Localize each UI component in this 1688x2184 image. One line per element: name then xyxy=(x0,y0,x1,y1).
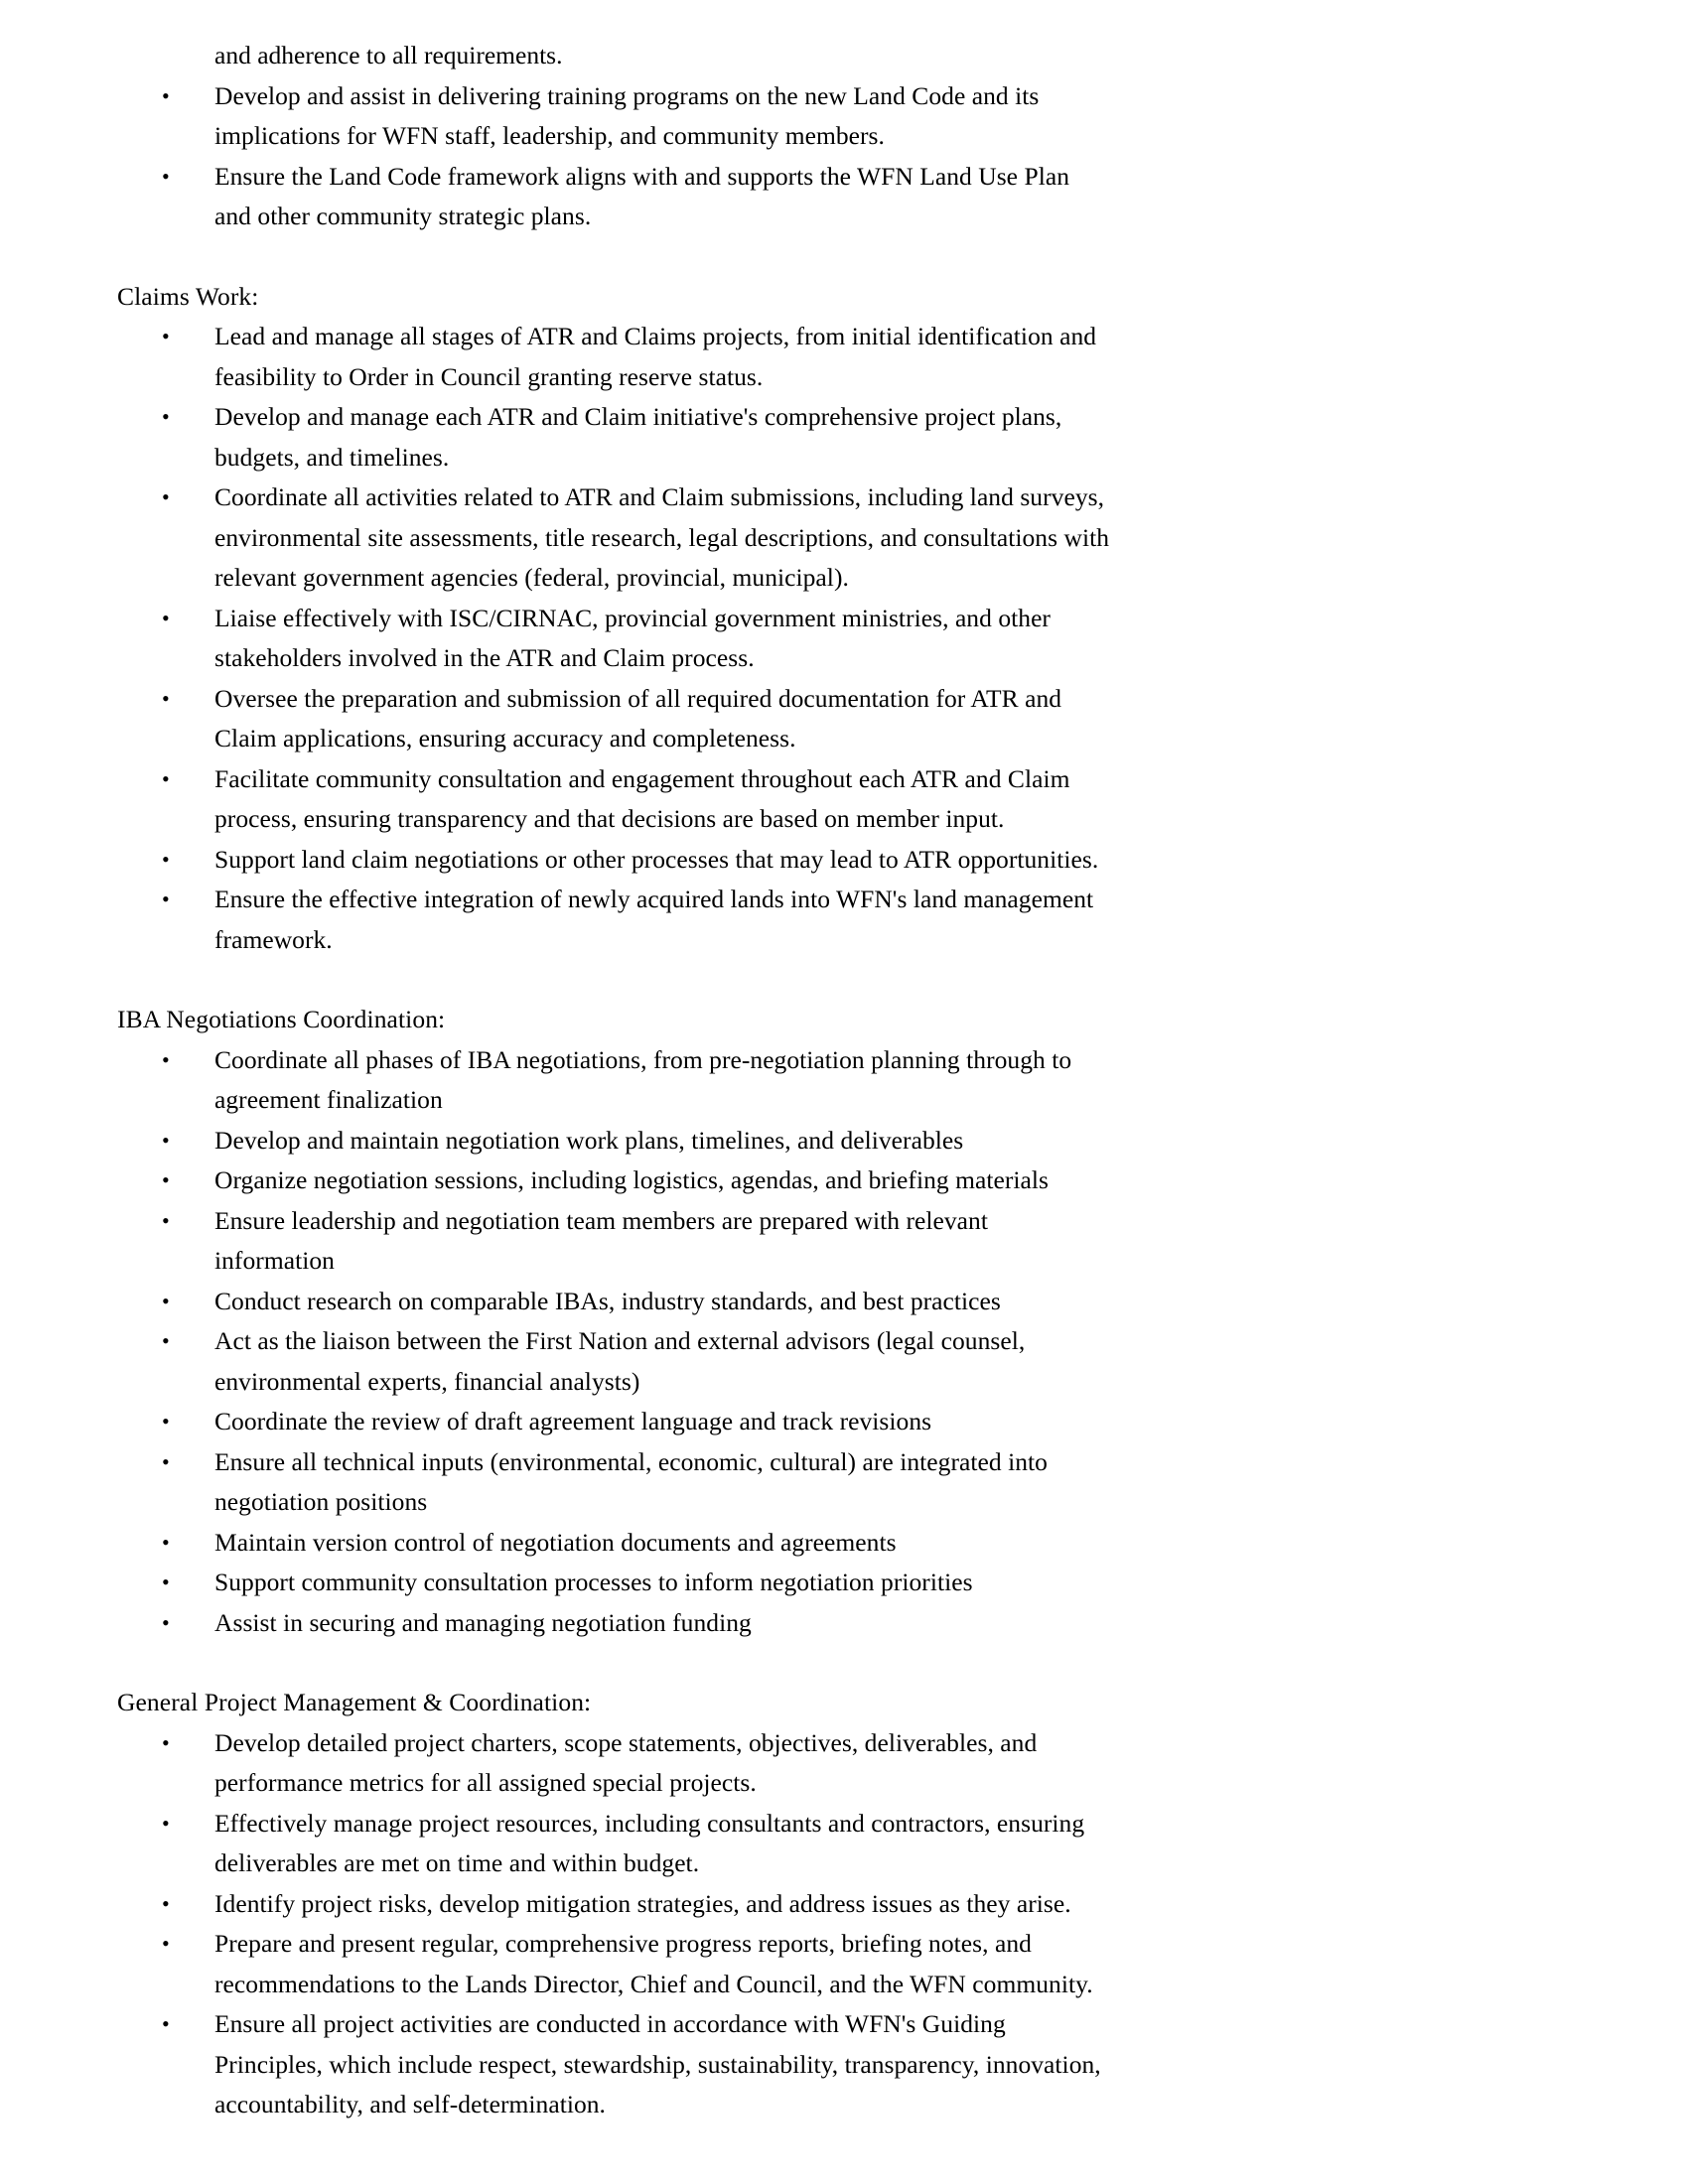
list-item-text: Develop and maintain negotiation work plans, timelines, and deliverables xyxy=(214,1125,964,1155)
document-section xyxy=(117,960,1110,1643)
list-item-text: Coordinate the review of draft agreement language and track revisions xyxy=(214,1407,932,1435)
list-item xyxy=(117,1201,1110,1282)
list-item xyxy=(117,1804,1110,1884)
section-heading: General Project Management & Coordination: xyxy=(117,1688,592,1716)
list-item xyxy=(117,1282,1110,1322)
list-item-text: Identify project risks, develop mitigation strategies, and address issues as they arise. xyxy=(214,1888,1071,1918)
list-item-text: Lead and manage all stages of ATR and Claims projects, from initial identification and feasibility to Order in Council granting reserve status. xyxy=(214,322,1097,391)
bullet-point-icon: • xyxy=(162,1931,170,1956)
list-item-text: Act as the liaison between the First Nation and external advisors (legal counsel, environmental experts, financial analysts) xyxy=(214,1326,1026,1396)
bullet-point-icon: • xyxy=(162,163,170,189)
document-section xyxy=(117,237,1110,961)
bullet-point-icon: • xyxy=(162,1810,170,1836)
document-body xyxy=(117,36,1110,2125)
bullet-point-icon: • xyxy=(162,1609,170,1635)
bullet-list xyxy=(117,317,1110,960)
list-item xyxy=(117,880,1110,960)
bullet-point-icon: • xyxy=(162,1570,170,1594)
list-item-text: Ensure leadership and negotiation team members are prepared with relevant information xyxy=(214,1205,988,1275)
document-section xyxy=(117,1643,1110,2125)
list-item-text: Ensure the effective integration of newly acquired lands into WFN's land management framework. xyxy=(214,885,1094,954)
bullet-list xyxy=(117,1723,1110,2125)
section-heading: IBA Negotiations Coordination: xyxy=(117,1005,446,1033)
list-item-text: Develop and manage each ATR and Claim initiative's comprehensive project plans, budgets, and timelines. xyxy=(214,402,1062,472)
list-item-text: Ensure all technical inputs (environmental, economic, cultural) are integrated into negotiation positions xyxy=(214,1446,1048,1516)
bullet-point-icon: • xyxy=(162,484,170,509)
list-item-text: Ensure the Land Code framework aligns with and supports the WFN Land Use Plan and other community strategic plans. xyxy=(214,161,1070,230)
section-spacer xyxy=(117,1643,1110,1683)
list-item xyxy=(117,1723,1110,1804)
bullet-point-icon: • xyxy=(162,846,170,872)
list-item-text: Develop detailed project charters, scope statements, objectives, deliverables, and performance metrics for all assigned special projects. xyxy=(214,1727,1038,1797)
continuation-line: and adherence to all requirements. xyxy=(214,41,563,69)
bullet-point-icon: • xyxy=(162,605,170,630)
bullet-point-icon: • xyxy=(162,1729,170,1755)
bullet-list xyxy=(117,1040,1110,1644)
list-item xyxy=(117,1924,1110,2004)
document-section xyxy=(117,76,1110,237)
list-item-text: Oversee the preparation and submission of all required documentation for ATR and Claim applications, ensuring accuracy and completeness. xyxy=(214,683,1062,752)
list-item xyxy=(117,157,1110,237)
bullet-point-icon: • xyxy=(162,1207,170,1233)
bullet-point-icon: • xyxy=(162,1328,170,1353)
list-item-text: Support land claim negotiations or other processes that may lead to ATR opportunities. xyxy=(214,844,1099,874)
bullet-point-icon: • xyxy=(162,765,170,791)
list-item xyxy=(117,1121,1110,1161)
bullet-point-icon: • xyxy=(162,685,170,711)
sections-container xyxy=(117,76,1110,2125)
bullet-point-icon: • xyxy=(162,1288,170,1313)
list-item xyxy=(117,1442,1110,1523)
bullet-point-icon: • xyxy=(162,1448,170,1474)
bullet-point-icon: • xyxy=(162,1046,170,1072)
list-item xyxy=(117,397,1110,478)
list-item xyxy=(117,1884,1110,1925)
list-item xyxy=(117,1402,1110,1442)
bullet-point-icon: • xyxy=(162,1409,170,1433)
list-item xyxy=(117,679,1110,759)
list-item xyxy=(117,1523,1110,1564)
bullet-point-icon: • xyxy=(162,82,170,108)
list-item xyxy=(117,1603,1110,1644)
bullet-point-icon: • xyxy=(162,1127,170,1153)
list-item xyxy=(117,317,1110,397)
list-item-text: Facilitate community consultation and engagement throughout each ATR and Claim process, ensuring transparency and that decisions are based on member input. xyxy=(214,763,1070,833)
list-item xyxy=(117,1040,1110,1121)
bullet-point-icon: • xyxy=(162,1167,170,1192)
list-item xyxy=(117,1563,1110,1603)
bullet-point-icon: • xyxy=(162,1529,170,1555)
bullet-point-icon: • xyxy=(162,1890,170,1916)
list-item-text: Ensure all project activities are conducted in accordance with WFN's Guiding Principles, which include respect, stewardship, sustainability, transparency, innovation, accountability, and self-determination. xyxy=(214,2009,1101,2118)
bullet-point-icon: • xyxy=(162,404,170,429)
list-item xyxy=(117,2004,1110,2125)
list-item xyxy=(117,759,1110,840)
bullet-point-icon: • xyxy=(162,324,170,348)
list-item-text: Coordinate all activities related to ATR and Claim submissions, including land surveys, environmental site assessments, title research, legal descriptions, and consultations with relevant government agencies (federal, provincial, municipal). xyxy=(214,482,1110,592)
list-item-text: Assist in securing and managing negotiation funding xyxy=(214,1607,752,1637)
list-item xyxy=(117,840,1110,881)
section-spacer xyxy=(117,960,1110,1000)
list-item-text: Maintain version control of negotiation documents and agreements xyxy=(214,1527,897,1557)
list-item-text: Organize negotiation sessions, including logistics, agendas, and briefing materials xyxy=(214,1165,1050,1194)
list-item-text: Coordinate all phases of IBA negotiations, from pre-negotiation planning through to agreement finalization xyxy=(214,1044,1072,1114)
list-item-text: Liaise effectively with ISC/CIRNAC, provincial government ministries, and other stakeholders involved in the ATR and Claim process. xyxy=(214,603,1051,672)
bullet-point-icon: • xyxy=(162,887,170,911)
list-item xyxy=(117,76,1110,157)
list-item-text: Support community consultation processes to inform negotiation priorities xyxy=(214,1568,973,1596)
list-item-text: Effectively manage project resources, including consultants and contractors, ensuring deliverables are met on time and within budget. xyxy=(214,1808,1085,1877)
list-item xyxy=(117,599,1110,679)
bullet-point-icon: • xyxy=(162,2011,170,2036)
list-item xyxy=(117,478,1110,599)
list-item xyxy=(117,1321,1110,1402)
list-item-text: Develop and assist in delivering training programs on the new Land Code and its implications for WFN staff, leadership, and community members. xyxy=(214,80,1040,150)
list-item xyxy=(117,1160,1110,1201)
list-item-text: Prepare and present regular, comprehensive progress reports, briefing notes, and recommendations to the Lands Director, Chief and Council, and the WFN community. xyxy=(214,1929,1093,1998)
section-heading: Claims Work: xyxy=(117,281,259,311)
section-spacer xyxy=(117,237,1110,277)
list-item-text: Conduct research on comparable IBAs, industry standards, and best practices xyxy=(214,1286,1001,1315)
bullet-list xyxy=(117,76,1110,237)
